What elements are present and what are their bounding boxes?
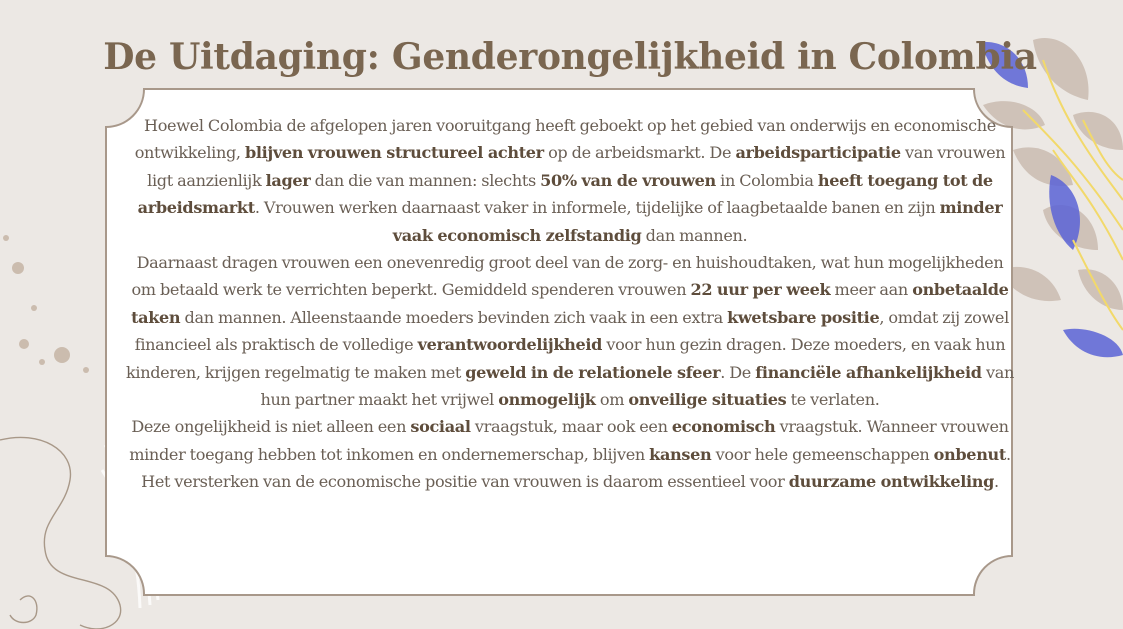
emphasis-text: onbenut	[933, 444, 1006, 464]
page-title: De Uitdaging: Genderongelijkheid in Colombia	[103, 36, 1037, 78]
emphasis-text: economisch	[671, 417, 776, 437]
text-run: . Het versterken van de economische positie van vrouwen is daarom essentieel voor	[141, 444, 1011, 492]
emphasis-text: arbeidsparticipatie	[735, 143, 901, 163]
emphasis-text: kwetsbare positie	[727, 307, 880, 327]
emphasis-text: onbetaalde taken	[131, 280, 1009, 327]
text-run: voor hun gezin dragen. Deze moeders, en vaak hun kinderen, krijgen regelmatig te maken met	[126, 335, 1006, 382]
emphasis-text: 22 uur per week	[690, 280, 831, 300]
emphasis-text: minder vaak economisch zelfstandig	[392, 198, 1003, 245]
emphasis-text: onmogelijk	[498, 390, 596, 410]
emphasis-text: kansen	[649, 444, 712, 464]
text-run: voor hele gemeenschappen	[711, 444, 934, 464]
emphasis-text: heeft toegang tot de arbeidsmarkt	[137, 170, 993, 218]
text-run: Deze ongelijkheid is niet alleen een	[131, 417, 411, 437]
body-text	[124, 112, 1016, 496]
emphasis-text: verantwoordelijkheid	[417, 335, 603, 355]
emphasis-text: 50% van de vrouwen	[540, 170, 716, 190]
text-run: van hun partner maakt het vrijwel	[260, 362, 1014, 410]
text-run: Daarnaast dragen vrouwen een onevenredig groot deel van de zorg- en huishoudtaken, wat hun mogelijkheden om betaald werk te verrichten beperkt. Gemiddeld spenderen vrouwen	[131, 253, 1004, 300]
text-run: te verlaten.	[786, 390, 880, 410]
text-run: .	[994, 472, 999, 492]
text-run: . Vrouwen werken daarnaast vaker in informele, tijdelijke of laagbetaalde banen en zijn	[254, 198, 940, 218]
emphasis-text: onveilige situaties	[628, 390, 787, 410]
emphasis-text: sociaal	[410, 417, 471, 437]
text-run: vraagstuk, maar ook een	[470, 417, 672, 437]
emphasis-text: blijven vrouwen structureel achter	[244, 143, 544, 163]
emphasis-text: lager	[265, 170, 311, 190]
text-run: van vrouwen ligt aanzienlijk	[147, 143, 1006, 190]
text-run: op de arbeidsmarkt. De	[543, 143, 736, 163]
text-run: Hoewel Colombia de afgelopen jaren vooruitgang heeft geboekt op het gebied van onderwijs en economische ontwikkeling,	[134, 116, 996, 163]
text-run: , omdat zij zowel financieel als praktisch de volledige	[134, 307, 1009, 355]
dot-cluster-decoration	[0, 220, 100, 380]
emphasis-text: duurzame ontwikkeling	[788, 472, 995, 492]
emphasis-text: financiële afhankelijkheid	[755, 362, 982, 382]
paragraph	[124, 249, 1016, 413]
text-run: . De	[720, 362, 756, 382]
text-run: dan mannen. Alleenstaande moeders bevinden zich vaak in een extra	[180, 307, 728, 327]
text-run: dan mannen.	[641, 225, 748, 245]
paragraph	[124, 112, 1016, 249]
text-run: dan die van mannen: slechts	[310, 170, 541, 190]
text-run: in Colombia	[715, 170, 818, 190]
text-run: vraagstuk. Wanneer vrouwen minder toegang hebben tot inkomen en ondernemerschap, blijven	[129, 417, 1009, 464]
text-run: meer aan	[830, 280, 913, 300]
emphasis-text: geweld in de relationele sfeer	[465, 362, 721, 382]
paragraph	[124, 413, 1016, 495]
text-run: om	[595, 390, 629, 410]
